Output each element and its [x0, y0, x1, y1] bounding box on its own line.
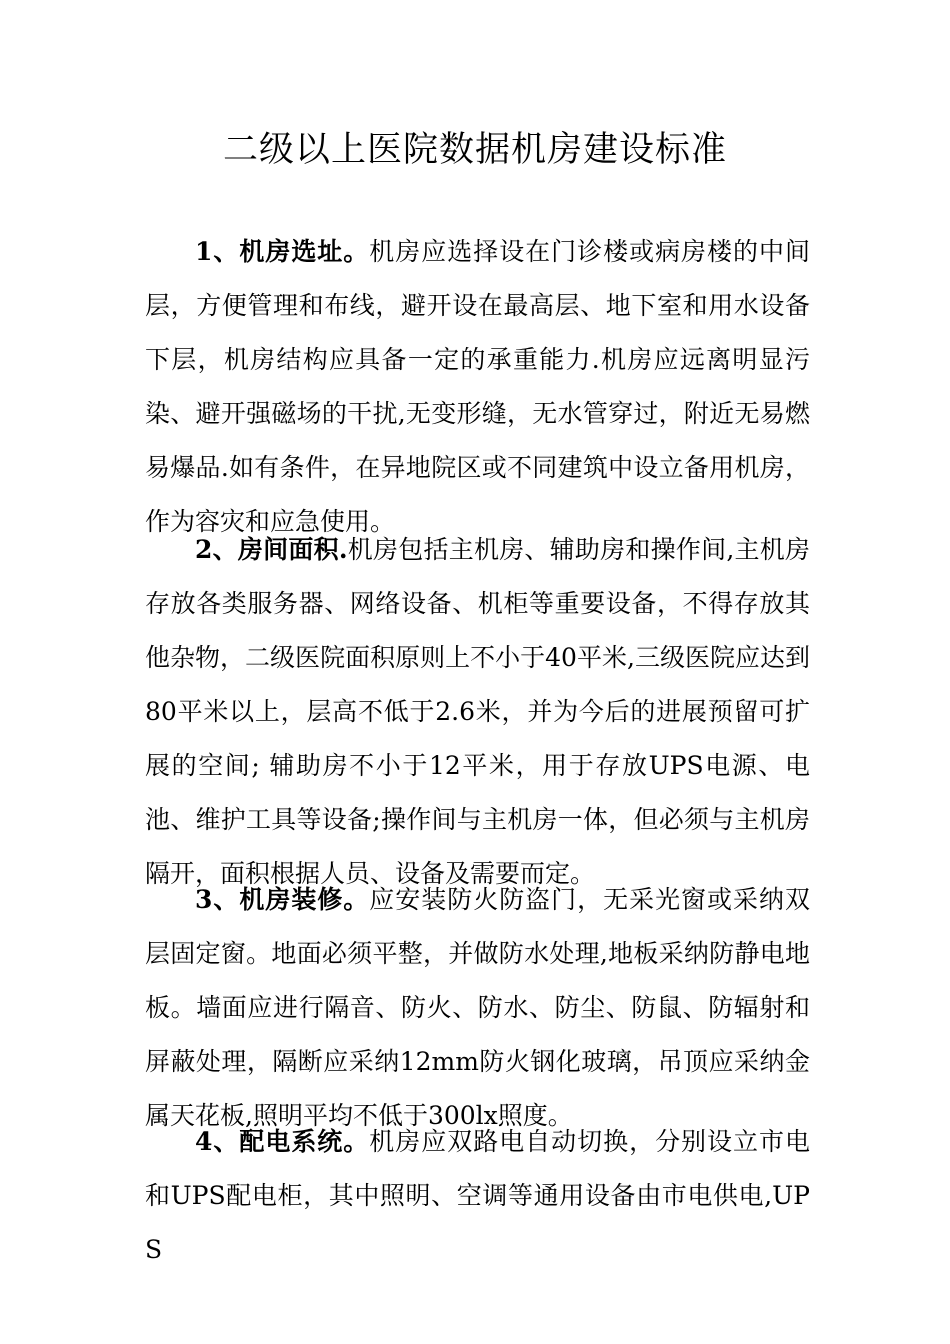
document-title: 二级以上医院数据机房建设标准 — [222, 130, 727, 170]
section-body: 机房包括主机房、辅助房和操作间,主机房存放各类服务器、网络设备、机柜等重要设备，不得存放其他杂物，二级医院面积原则上不小于40平米,三级医院应达到80平米以上，层高不低于2.6米，并为今后的进展预留可扩展的空间; 辅助房不小于12平米，用于存放UPS电源、电池、维护工具等设备;操作间与主机房一体，但必须与主机房隔开，面积根据人员、设备及需要而定。 — [145, 535, 810, 888]
section-heading: 4、配电系统。 — [195, 1127, 370, 1156]
section-room-area — [145, 523, 810, 901]
section-site-selection — [145, 225, 810, 549]
section-heading: 3、机房装修。 — [195, 885, 370, 914]
section-body: 机房应选择设在门诊楼或病房楼的中间层，方便管理和布线，避开设在最高层、地下室和用水设备下层，机房结构应具备一定的承重能力.机房应远离明显污染、避开强磁场的干扰,无变形缝，无水管穿过，附近无易燃易爆品.如有条件，在异地院区或不同建筑中设立备用机房，作为容灾和应急使用。 — [145, 237, 810, 536]
section-heading: 2、房间面积. — [195, 535, 348, 564]
section-power-distribution — [145, 1115, 810, 1277]
section-body: 应安装防火防盗门，无采光窗或采纳双层固定窗。地面必须平整，并做防水处理,地板采纳防静电地板。墙面应进行隔音、防火、防水、防尘、防鼠、防辐射和屏蔽处理，隔断应采纳12mm防火钢化玻璃，吊顶应采纳金属天花板,照明平均不低于300lx照度。 — [145, 885, 810, 1130]
section-body: 机房应双路电自动切换，分别设立市电和UPS配电柜，其中照明、空调等通用设备由市电供电,UPS — [145, 1127, 810, 1264]
section-room-decoration — [145, 873, 810, 1143]
section-heading: 1、机房选址。 — [195, 237, 370, 266]
